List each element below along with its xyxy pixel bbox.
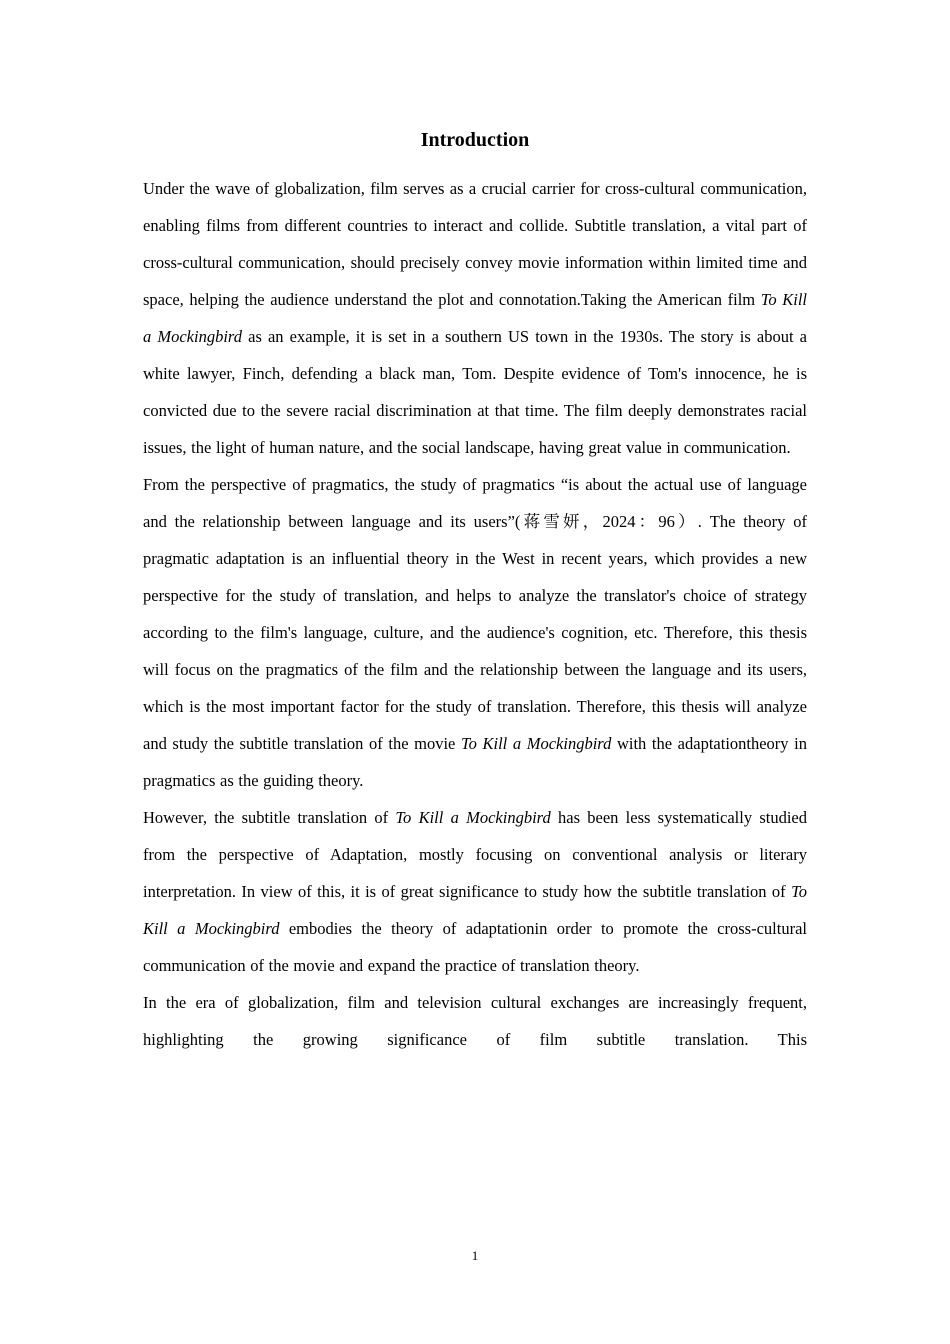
italic-text: To Kill a Mockingbird [143, 290, 808, 346]
paragraph [143, 466, 807, 799]
body-text: with the adaptationtheory in pragmatics as the guiding theory. [143, 734, 807, 790]
body-text: as an example, it is set in a southern US town in the 1930s. The story is about a white lawyer, Finch, defending a black man, Tom. Despite evidence of Tom's innocence, he is convicted due to the severe racial discrimination at that time. The film deeply demonstrates racial issues, the light of human nature, and the social landscape, having great value in communication. [143, 327, 807, 457]
page-title: Introduction [420, 129, 530, 151]
italic-text: To Kill a Mockingbird [460, 734, 612, 753]
body-text: From the perspective of pragmatics, the study of pragmatics “is about the actual use of language and the relationship between language and its users”(蒋雪妍，2024：96）. The theory of pragmatic adaptation is an influential theory in the West in recent years, which provides a new perspective for the study of translation, and helps to analyze the translator's choice of strategy according to the film's language, culture, and the audience's cognition, etc. Therefore, this thesis will focus on the pragmatics of the film and the relationship between the language and its users, which is the most important factor for the study of translation. Therefore, this thesis will analyze and study the subtitle translation of the movie [143, 475, 807, 753]
body-text: However, the subtitle translation of [143, 808, 396, 827]
document-body [143, 170, 807, 1058]
italic-text: To Kill a Mockingbird [395, 808, 551, 827]
body-text: In the era of globalization, film and television cultural exchanges are increasingly frequent, highlighting the growing significance of film subtitle translation. This [143, 993, 807, 1049]
italic-text: To Kill a Mockingbird [143, 882, 807, 938]
paragraph [143, 984, 807, 1058]
page-number: 1 [471, 1248, 479, 1263]
body-text: Under the wave of globalization, film serves as a crucial carrier for cross-cultural communication, enabling films from different countries to interact and collide. Subtitle translation, a vital part of cross-cultural communication, should precisely convey movie information within limited time and space, helping the audience understand the plot and connotation.Taking the American film [143, 179, 807, 309]
paragraph [143, 170, 807, 466]
paragraph [143, 799, 807, 984]
body-text: has been less systematically studied from the perspective of Adaptation, mostly focusing on conventional analysis or literary interpretation. In view of this, it is of great significance to study how the subtitle translation of [143, 808, 807, 901]
body-text: embodies the theory of adaptationin order to promote the cross-cultural communication of the movie and expand the practice of translation theory. [143, 919, 807, 975]
